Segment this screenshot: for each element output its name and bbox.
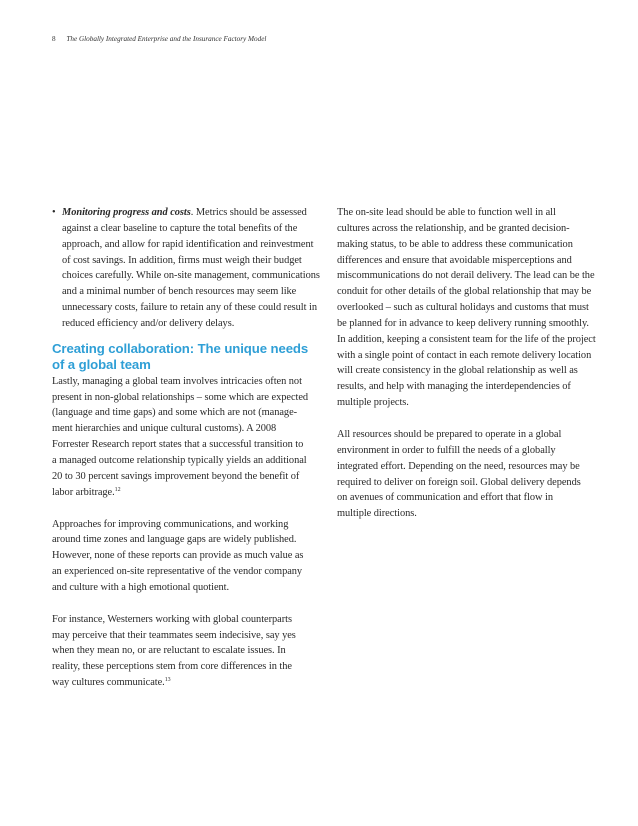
bullet-line: choices carefully. While on-site management, communications (62, 270, 320, 282)
bullet-line: reduced efficiency and/or delivery delays. (62, 317, 235, 329)
paragraph-line: integrated effort. Depending on the need, resources may be (337, 460, 580, 472)
paragraph-line: be planned for in advance to keep delivery running smoothly. (337, 317, 589, 329)
paragraph-line: and culture with a high emotional quotient. (52, 581, 230, 593)
bullet-line: and a minimal number of bench resources may seem like (62, 286, 297, 298)
paragraph-line: results, and help with managing the interdependencies of (337, 381, 571, 393)
paragraph-all-resources (337, 427, 601, 522)
paragraph-line: multiple directions. (337, 508, 417, 520)
paragraph-line (52, 485, 314, 501)
paragraph-line: All resources should be prepared to operate in a global (337, 428, 562, 440)
bullet-line: unnecessary costs, failure to retain any of these could result in (62, 302, 317, 314)
paragraph-approaches (52, 517, 314, 596)
left-column (52, 205, 320, 691)
paragraph-line: multiple projects. (337, 397, 409, 409)
paragraph-line: a managed outcome relationship typically yields an additional (52, 454, 307, 466)
running-header (52, 35, 266, 43)
paragraph-line: conduit for other details of the global relationship that may be (337, 286, 592, 298)
paragraph-line: required to deliver on foreign soil. Global delivery depends (337, 476, 581, 488)
paragraph-line: overlooked – such as cultural holidays and customs that must (337, 302, 589, 314)
paragraph-line: will create consistency in the global relationship as well as (337, 365, 578, 377)
paragraph-line: when they mean no, or are reluctant to escalate issues. In (52, 645, 286, 657)
section-heading (52, 341, 314, 374)
bullet-lead: Monitoring progress and costs (62, 207, 191, 218)
section-heading-line: Creating collaboration: The unique needs (52, 340, 309, 356)
page-number: 8 (52, 35, 56, 43)
bullet-line: approach, and allow for rapid identification and reinvestment (62, 238, 314, 250)
paragraph-line: may perceive that their teammates seem indecisive, say yes (52, 629, 296, 641)
paragraph-line (52, 675, 314, 691)
paragraph-line: reality, these perceptions stem from core differences in the (52, 661, 292, 673)
bullet-line: of cost savings. In addition, firms must weigh their budget (62, 254, 302, 266)
paragraph-line: making status, to be able to address these communication (337, 238, 573, 250)
paragraph-westerners (52, 612, 314, 691)
paragraph-line: Forrester Research report states that a successful transition to (52, 439, 304, 451)
bullet-line (62, 205, 314, 221)
paragraph-line: Lastly, managing a global team involves intricacies often not (52, 375, 302, 387)
running-title: The Globally Integrated Enterprise and the Insurance Factory Model (66, 35, 267, 43)
paragraph-line: on avenues of communication and effort that flow in (337, 492, 553, 504)
paragraph-line: present in non-global relationships – some which are expected (52, 391, 309, 403)
paragraph-line: (language and time gaps) and some which are not (manage- (52, 407, 298, 419)
paragraph-line: around time zones and language gaps are widely published. (52, 534, 297, 546)
paragraph-line: For instance, Westerners working with global counterparts (52, 613, 292, 625)
paragraph-line: an experienced on-site representative of the vendor company (52, 566, 303, 578)
bullet-item-monitoring (52, 205, 320, 332)
paragraph-line: differences and ensure that avoidable misperceptions and (337, 254, 572, 266)
paragraph-global-team (52, 374, 314, 501)
paragraph-line: In addition, keeping a consistent team for the life of the project (337, 333, 596, 345)
bullet-line: against a clear baseline to capture the total benefits of the (62, 222, 298, 234)
paragraph-line: miscommunications do not derail delivery. The lead can be the (337, 270, 595, 282)
paragraph-line: The on-site lead should be able to function well in all (337, 207, 556, 218)
bullet-icon: • (52, 207, 56, 218)
paragraph-line: environment in order to fulfill the needs of a globally (337, 444, 556, 456)
footnote-ref: 13 (164, 677, 171, 684)
footnote-ref: 12 (114, 486, 121, 493)
paragraph-onsite-lead (337, 205, 601, 411)
section-heading-line: of a global team (52, 357, 151, 373)
paragraph-line: cultures across the relationship, and be granted decision- (337, 222, 570, 234)
paragraph-line: ment hierarchies and unique cultural customs). A 2008 (52, 423, 277, 435)
paragraph-line: However, none of these reports can provide as much value as (52, 550, 304, 562)
bullet-line-text: . Metrics should be assessed (190, 207, 307, 218)
paragraph-line-text: labor arbitrage. (52, 486, 115, 498)
paragraph-line-text: way cultures communicate. (52, 677, 165, 689)
paragraph-line: with a single point of contact in each remote delivery location (337, 349, 592, 361)
paragraph-line: Approaches for improving communications, and working (52, 518, 289, 530)
paragraph-line: 20 to 30 percent savings improvement beyond the benefit of (52, 470, 300, 482)
right-column (337, 205, 601, 522)
